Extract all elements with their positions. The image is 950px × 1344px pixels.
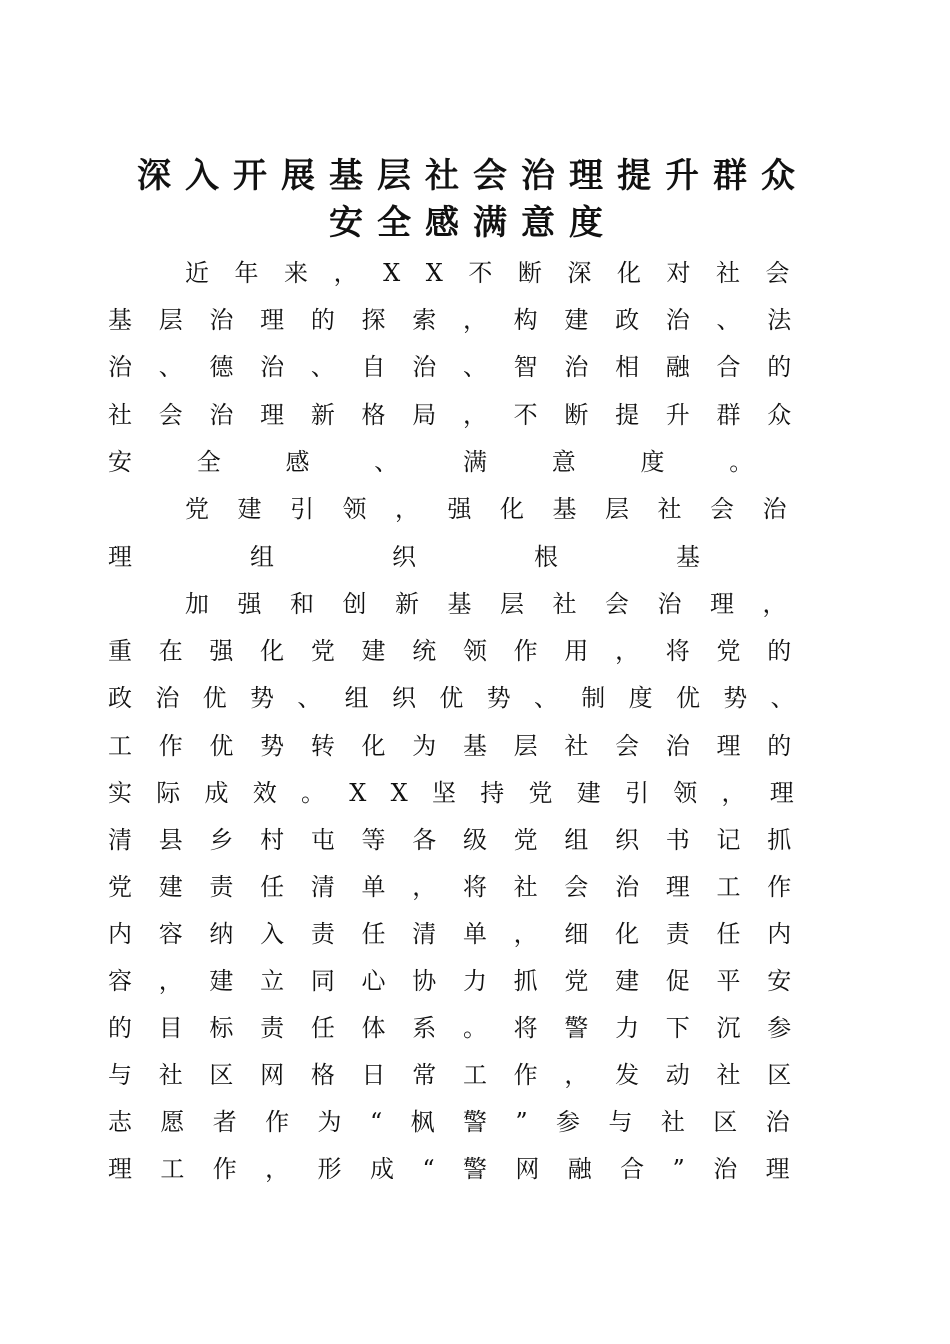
body-line: 工作优势转化为基层社会治理的: [108, 732, 818, 760]
document-title-line-1: 深入开展基层社会治理提升群众: [137, 156, 809, 196]
body-line: 近年来，XX不断深化对社会: [185, 259, 816, 287]
body-line: 理工作，形成“警网融合”治理: [108, 1155, 818, 1183]
section-heading-line: 党建引领，强化基层社会治: [185, 495, 815, 523]
body-line: 治、德治、自治、智治相融合的: [108, 353, 818, 381]
body-line: 与社区网格日常工作，发动社区: [108, 1061, 818, 1089]
body-line: 党建责任清单，将社会治理工作: [108, 873, 818, 901]
body-line: 社会治理新格局，不断提升群众: [108, 401, 818, 429]
body-line: 实际成效。XX坚持党建引领，理: [108, 779, 819, 807]
body-line: 容，建立同心协力抓党建促平安: [108, 967, 818, 995]
section-heading-line: 理组织根基: [108, 543, 818, 571]
body-line: 重在强化党建统领作用，将党的: [108, 637, 818, 665]
body-line: 基层治理的探索，构建政治、法: [108, 306, 818, 334]
body-line: 内容纳入责任清单，细化责任内: [108, 920, 818, 948]
body-line: 清县乡村屯等各级党组织书记抓: [108, 826, 818, 854]
body-line: 政治优势、组织优势、制度优势、: [108, 684, 818, 712]
body-line: 加强和创新基层社会治理，: [185, 590, 815, 618]
body-line: 的目标责任体系。将警力下沉参: [108, 1014, 818, 1042]
body-line: 志愿者作为“枫警”参与社区治: [108, 1108, 818, 1136]
body-line: 安全感、满意度。: [108, 448, 818, 476]
document-title-line-2: 安全感满意度: [329, 203, 617, 243]
